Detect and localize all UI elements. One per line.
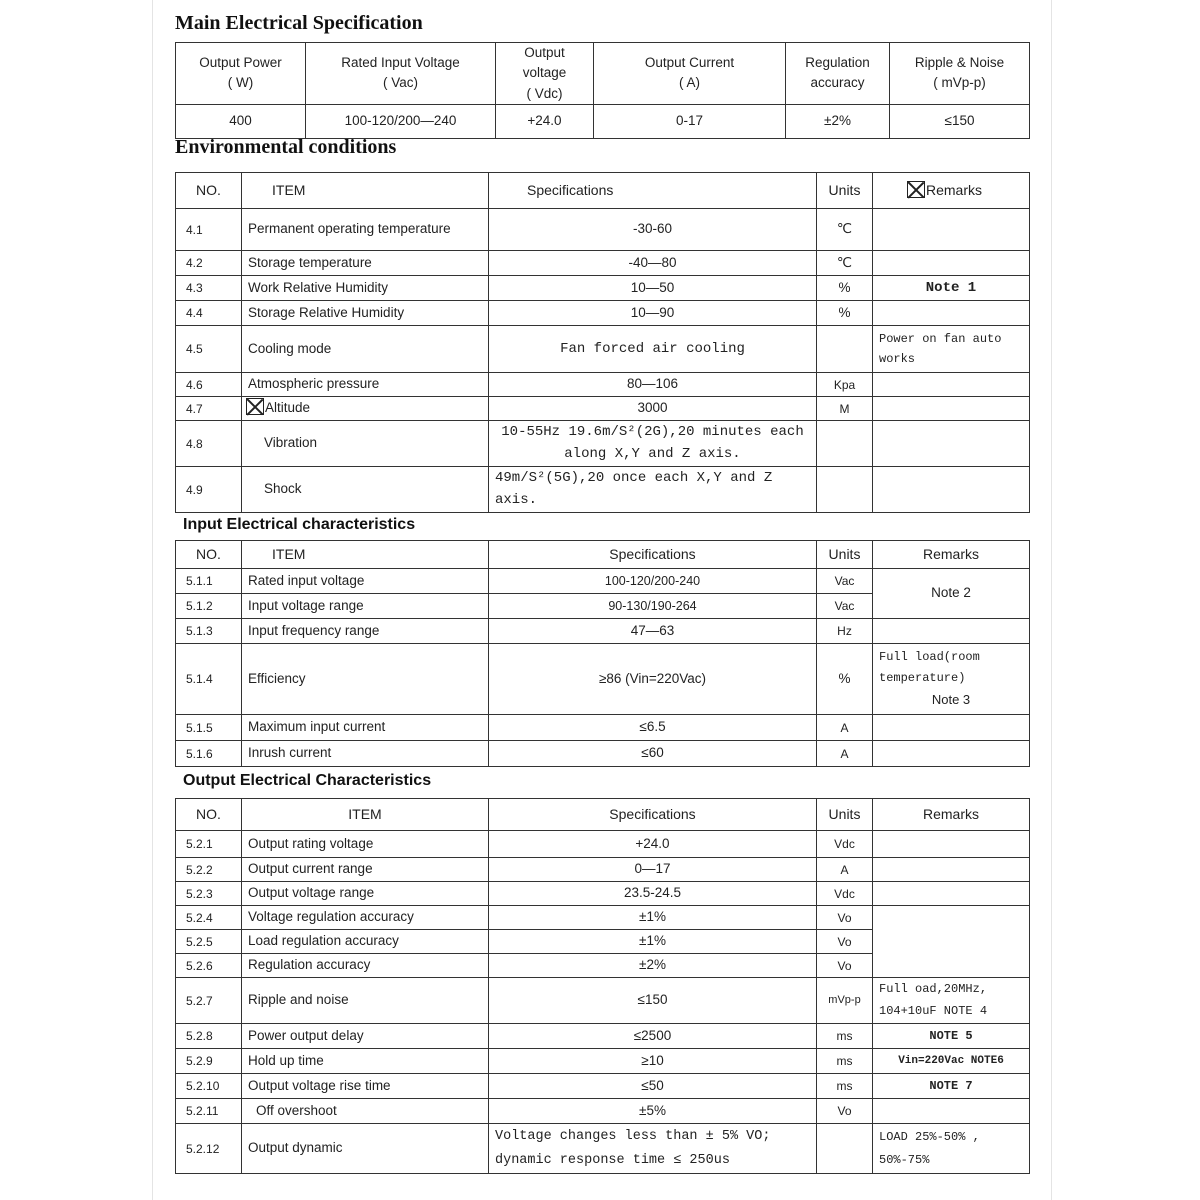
table-row: 5.2.11 Off overshoot ±5% Vo: [176, 1099, 1030, 1124]
header-output-current: Output Current ( A): [594, 43, 786, 105]
value-output-voltage: +24.0: [496, 104, 594, 138]
output-header-row: NO. ITEM Specifications Units Remarks: [176, 799, 1030, 831]
crossed-box-icon: [246, 398, 264, 415]
table-row: 5.2.12 Output dynamic Voltage changes less than ± 5% VO; dynamic response time ≤ 250us LOAD 25%-50% , 50%-75%: [176, 1124, 1030, 1174]
table-row: 5.1.4 Efficiency ≥86 (Vin=220Vac) % Full load(room temperature) Note 3: [176, 644, 1030, 715]
empty-remark-cell: [873, 906, 1030, 978]
table-row: 5.2.4 Voltage regulation accuracy ±1% Vo: [176, 906, 1030, 930]
table-row: 4.5 Cooling mode Fan forced air cooling Power on fan auto works: [176, 326, 1030, 373]
env-header-row: [176, 173, 1030, 209]
table-row: 5.2.5 Load regulation accuracy ±1% Vo: [176, 930, 1030, 954]
table-row: 4.8 Vibration 10-55Hz 19.6m/S²(2G),20 minutes each along X,Y and Z axis.: [176, 421, 1030, 467]
main-spec-value-row: [176, 104, 1030, 138]
main-spec-table: [175, 42, 1030, 139]
note-2-cell: Note 2: [873, 569, 1030, 619]
table-row: 5.1.2 Input voltage range 90-130/190-264 Vac: [176, 594, 1030, 619]
header-ripple-noise: Ripple & Noise ( mVp-p): [890, 43, 1030, 105]
env-header-no: NO.: [176, 173, 242, 209]
table-row: 4.9 Shock 49m/S²(5G),20 once each X,Y and Z axis.: [176, 467, 1030, 513]
header-output-voltage: Output voltage ( Vdc): [496, 43, 594, 105]
env-title: Environmental conditions: [175, 136, 397, 158]
table-row: 5.2.6 Regulation accuracy ±2% Vo: [176, 954, 1030, 978]
table-row: 4.2 Storage temperature -40—80 ℃: [176, 251, 1030, 276]
header-rated-input-voltage: Rated Input Voltage ( Vac): [306, 43, 496, 105]
table-row: 4.7 Altitude 3000 M: [176, 397, 1030, 421]
value-ripple-noise: ≤150: [890, 104, 1030, 138]
env-header-units: Units: [817, 173, 873, 209]
crossed-box-icon: [907, 181, 925, 198]
header-regulation-accuracy: Regulation accuracy: [786, 43, 890, 105]
table-row: 5.2.1 Output rating voltage +24.0 Vdc: [176, 831, 1030, 858]
table-row: 5.1.5 Maximum input current ≤6.5 A: [176, 715, 1030, 741]
env-table: [175, 172, 1030, 513]
table-row: 5.1.3 Input frequency range 47—63 Hz: [176, 619, 1030, 644]
value-output-current: 0-17: [594, 104, 786, 138]
table-row: 4.6 Atmospheric pressure 80—106 Kpa: [176, 373, 1030, 397]
main-spec-header-row: [176, 43, 1030, 105]
output-table: [175, 798, 1030, 1174]
spec-sheet-page: [152, 0, 1052, 1200]
table-row: 5.2.10 Output voltage rise time ≤50 ms NOTE 7: [176, 1074, 1030, 1099]
table-row: 5.2.7 Ripple and noise ≤150 mVp-p Full oad,20MHz, 104+10uF NOTE 4: [176, 978, 1030, 1024]
table-row: 4.1 Permanent operating temperature -30-60 ℃: [176, 209, 1030, 251]
input-header-row: NO. ITEM Specifications Units Remarks: [176, 541, 1030, 569]
env-header-remarks: Remarks: [873, 173, 1030, 209]
main-spec-title: Main Electrical Specification: [175, 12, 423, 34]
output-title: Output Electrical Characteristics: [183, 772, 432, 789]
value-output-power: 400: [176, 104, 306, 138]
table-row: 5.2.8 Power output delay ≤2500 ms NOTE 5: [176, 1024, 1030, 1049]
env-header-spec: Specifications: [489, 173, 817, 209]
table-row: 4.4 Storage Relative Humidity 10—90 %: [176, 301, 1030, 326]
env-header-item: ITEM: [242, 173, 489, 209]
table-row: 5.2.2 Output current range 0—17 A: [176, 858, 1030, 882]
table-row: 5.2.9 Hold up time ≥10 ms Vin=220Vac NOTE6: [176, 1049, 1030, 1074]
value-regulation-accuracy: ±2%: [786, 104, 890, 138]
header-output-power: Output Power ( W): [176, 43, 306, 105]
table-row: 5.1.1 Rated input voltage 100-120/200-240 Vac Note 2: [176, 569, 1030, 594]
table-row: 5.1.6 Inrush current ≤60 A: [176, 741, 1030, 767]
value-rated-input-voltage: 100-120/200—240: [306, 104, 496, 138]
input-title: Input Electrical characteristics: [183, 516, 416, 533]
table-row: 4.3 Work Relative Humidity 10—50 % Note 1: [176, 276, 1030, 301]
table-row: 5.2.3 Output voltage range 23.5-24.5 Vdc: [176, 882, 1030, 906]
input-table: [175, 540, 1030, 767]
